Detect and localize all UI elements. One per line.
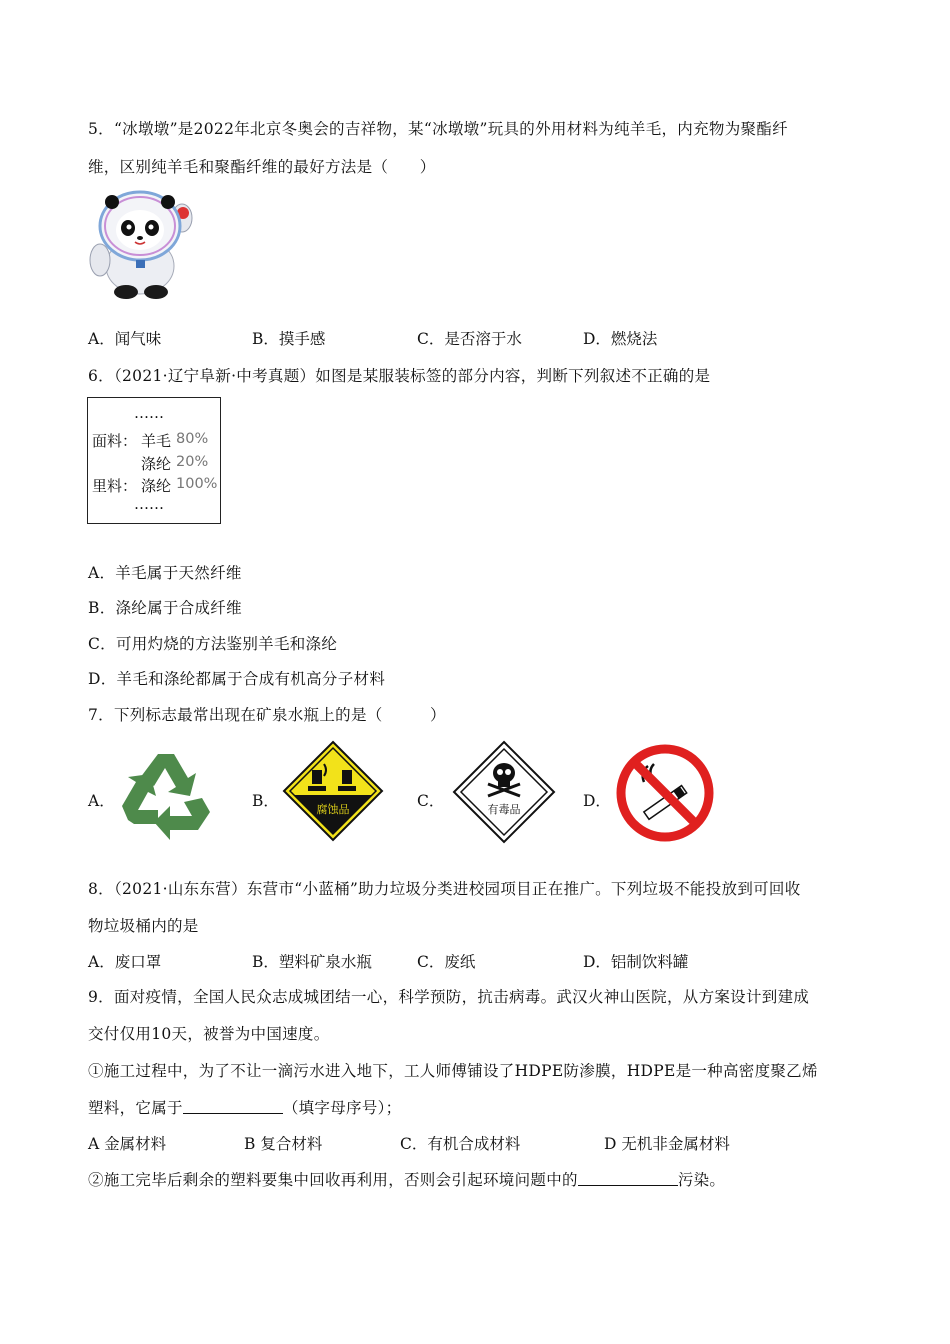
q9-answer-blank-2[interactable] bbox=[578, 1171, 678, 1186]
clothing-label-image bbox=[87, 397, 221, 524]
q7-option-b-letter[interactable]: B． bbox=[252, 792, 279, 810]
q8-option-d[interactable]: D．铝制饮料罐 bbox=[583, 953, 689, 971]
q6-option-b[interactable]: B．涤纶属于合成纤维 bbox=[88, 599, 242, 617]
q5-option-b[interactable]: B．摸手感 bbox=[252, 330, 326, 348]
q9-sub2-line bbox=[88, 1168, 725, 1190]
label-dots-top: …… bbox=[134, 404, 164, 422]
q9-text-line1: 9．面对疫情，全国人民众志成城团结一心，科学预防，抗击病毒。武汉火神山医院，从方案设计到建成 bbox=[88, 988, 810, 1006]
q9-option-c[interactable]: C．有机合成材料 bbox=[400, 1135, 521, 1153]
q9-sub1-line2 bbox=[88, 1096, 401, 1118]
label-polyester: 涤纶 bbox=[141, 455, 172, 473]
q9-sub1-line1: ①施工过程中，为了不让一滴污水进入地下，工人师傅铺设了HDPE防渗膜，HDPE是一种高密度聚乙烯 bbox=[88, 1062, 818, 1080]
q7-option-d-letter[interactable]: D． bbox=[583, 792, 611, 810]
q5-text-line1: 5．“冰墩墩”是2022年北京冬奥会的吉祥物，某“冰墩墩”玩具的外用材料为纯羊毛，内充物为聚酯纤 bbox=[88, 120, 788, 138]
q6-option-d[interactable]: D．羊毛和涤纶都属于合成有机高分子材料 bbox=[88, 670, 386, 688]
corrosive-hazard-icon[interactable] bbox=[282, 740, 384, 842]
q9-sub1-text-b: （填字母序号）； bbox=[282, 1099, 402, 1117]
q6-option-c[interactable]: C．可用灼烧的方法鉴别羊毛和涤纶 bbox=[88, 635, 338, 653]
label-dots-bottom: …… bbox=[134, 495, 164, 513]
q9-answer-blank-1[interactable] bbox=[183, 1099, 283, 1114]
no-smoking-icon[interactable] bbox=[614, 742, 716, 844]
q7-text-line1: 7．下列标志最常出现在矿泉水瓶上的是（ ） bbox=[88, 706, 446, 724]
toxic-label: 有毒品 bbox=[487, 803, 521, 816]
q9-sub2-text-b: 污染。 bbox=[677, 1171, 726, 1189]
label-lining: 里料： bbox=[92, 477, 138, 495]
q7-option-a-letter[interactable]: A． bbox=[88, 792, 115, 810]
q9-text-line2: 交付仅用10天，被誉为中国速度。 bbox=[88, 1025, 330, 1043]
toxic-hazard-icon[interactable] bbox=[452, 740, 556, 844]
q6-option-a[interactable]: A．羊毛属于天然纤维 bbox=[88, 564, 242, 582]
q8-option-a[interactable]: A．废口罩 bbox=[88, 953, 162, 971]
q8-text-line2: 物垃圾桶内的是 bbox=[88, 917, 199, 935]
label-lining-material: 涤纶 bbox=[141, 477, 172, 495]
q5-option-a[interactable]: A．闻气味 bbox=[88, 330, 162, 348]
corrosive-label: 腐蚀品 bbox=[316, 803, 350, 816]
label-wool: 羊毛 bbox=[141, 432, 172, 450]
q6-text-line1: 6．（2021·辽宁阜新·中考真题）如图是某服装标签的部分内容，判断下列叙述不正确的是 bbox=[88, 367, 711, 385]
label-wool-pct: 80% bbox=[176, 431, 209, 447]
q8-option-b[interactable]: B．塑料矿泉水瓶 bbox=[252, 953, 372, 971]
q9-sub2-text-a: ②施工完毕后剩余的塑料要集中回收再利用，否则会引起环境问题中的 bbox=[88, 1171, 578, 1189]
q5-text-line2: 维，区别纯羊毛和聚酯纤维的最好方法是（ ） bbox=[88, 158, 436, 176]
recycle-icon[interactable] bbox=[118, 748, 214, 842]
label-fabric: 面料： bbox=[92, 432, 138, 450]
q5-option-c[interactable]: C．是否溶于水 bbox=[417, 330, 522, 348]
q9-option-b[interactable]: B 复合材料 bbox=[244, 1135, 323, 1153]
q9-sub1-text-a: 塑料，它属于 bbox=[88, 1099, 183, 1117]
q9-option-d[interactable]: D 无机非金属材料 bbox=[604, 1135, 730, 1153]
q8-text-line1: 8．（2021·山东东营）东营市“小蓝桶”助力垃圾分类进校园项目正在推广。下列垃圾不能投放到可回收 bbox=[88, 880, 801, 898]
bing-dwen-dwen-mascot-image bbox=[86, 188, 196, 300]
q5-option-d[interactable]: D．燃烧法 bbox=[583, 330, 658, 348]
label-lining-pct: 100% bbox=[176, 476, 218, 492]
q8-option-c[interactable]: C．废纸 bbox=[417, 953, 476, 971]
label-polyester-pct: 20% bbox=[176, 454, 209, 470]
q9-option-a[interactable]: A 金属材料 bbox=[88, 1135, 167, 1153]
q7-option-c-letter[interactable]: C． bbox=[417, 792, 445, 810]
